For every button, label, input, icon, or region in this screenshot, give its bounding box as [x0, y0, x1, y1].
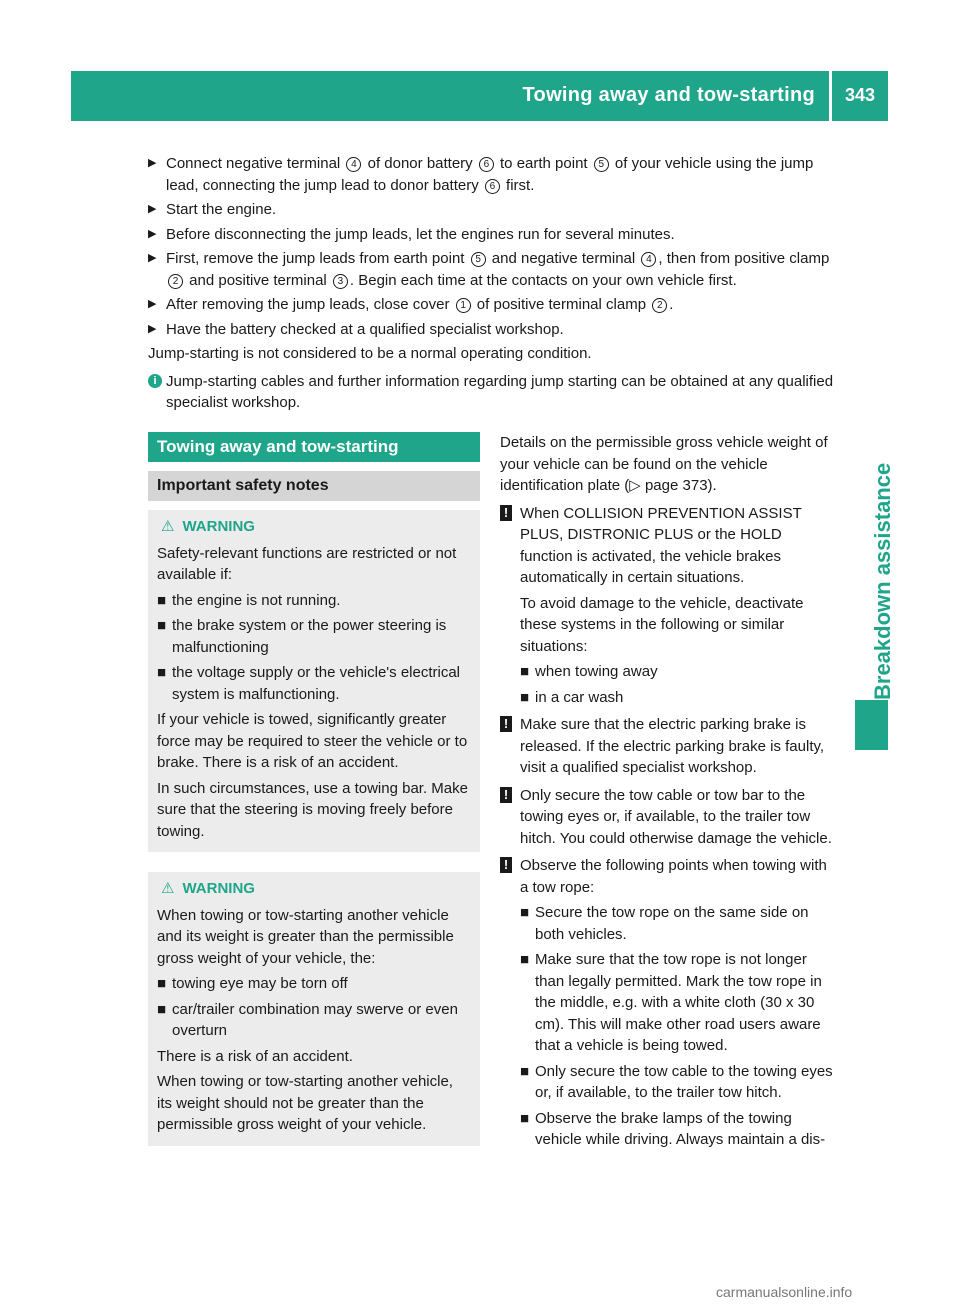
reference-number-icon: 4 — [641, 252, 656, 267]
list-item: ■ car/trailer combination may swerve or even overturn — [157, 1000, 458, 1039]
list-item: ■ in a car wash — [520, 688, 624, 706]
note-text: To avoid damage to the vehicle, deactivate these systems in the following or similar situations: — [520, 594, 804, 655]
warning-label: WARNING — [182, 518, 255, 535]
warning-icon: ⚠ — [161, 880, 175, 897]
step-item: ▶ After removing the jump leads, close cover 1 of positive terminal clamp 2 . — [148, 294, 838, 316]
note-text: When COLLISION PREVENTION ASSIST PLUS, DISTRONIC PLUS or the HOLD function is activated, the vehicle brakes automatically in certain situations. — [520, 504, 802, 586]
header-title: Towing away and tow-starting — [522, 84, 815, 107]
step-arrow-icon: ▶ — [148, 227, 157, 240]
page-header — [71, 71, 888, 121]
caution-icon: ! — [500, 787, 512, 803]
step-item: ▶ Before disconnecting the jump leads, let the engines run for several minutes. — [148, 224, 838, 246]
footer-watermark: carmanualsonline.info — [716, 1284, 853, 1300]
step-arrow-icon: ▶ — [148, 203, 157, 215]
caution-icon: ! — [500, 716, 512, 732]
jump-start-note: Jump-starting is not considered to be a normal operating condition. — [148, 345, 592, 362]
list-item: ■ towing eye may be torn off — [157, 975, 348, 992]
step-arrow-icon: ▶ — [148, 157, 157, 169]
caution-note-1 — [500, 503, 838, 709]
list-item: ■ Observe the brake lamps of the towing vehicle while driving. Always maintain a dis- — [520, 1109, 826, 1148]
warning-label: WARNING — [182, 880, 255, 897]
warning-icon: ⚠ — [161, 518, 175, 535]
warning-intro: When towing or tow-starting another vehicle and its weight is greater than the permissible gross weight of your vehicle, the: — [157, 906, 454, 967]
caution-note-2 — [500, 714, 838, 779]
info-note — [148, 371, 838, 414]
list-item: ■ the brake system or the power steering is malfunctioning — [157, 617, 447, 656]
note-text: Observe the following points when towing with a tow rope: — [520, 857, 827, 896]
reference-number-icon: 2 — [168, 274, 183, 289]
step-item: ▶ Connect negative terminal 4 of donor battery 6 to earth point 5 of your vehicle using the jump lead, connecting the jump lead to donor battery 6 first. — [148, 155, 814, 194]
step-arrow-icon: ▶ — [148, 298, 157, 310]
warning-paragraph: If your vehicle is towed, significantly greater force may be required to steer the vehicle or to brake. There is a risk of an accident. — [157, 711, 468, 771]
step-arrow-icon: ▶ — [148, 322, 157, 335]
reference-number-icon: 1 — [456, 298, 471, 313]
reference-number-icon: 5 — [471, 252, 486, 267]
list-item: ■ the voltage supply or the vehicle's electrical system is malfunctioning. — [157, 664, 461, 703]
note-text: Make sure that the electric parking brake is released. If the electric parking brake is faulty, visit a qualified specialist workshop. — [520, 716, 825, 776]
warning-box-2 — [148, 872, 480, 1146]
reference-number-icon: 6 — [479, 157, 494, 172]
reference-number-icon: 2 — [652, 298, 667, 313]
right-column — [500, 432, 838, 1155]
side-tab-label: Breakdown assistance — [870, 462, 895, 700]
list-item: ■ the engine is not running. — [157, 591, 341, 609]
reference-number-icon: 3 — [333, 274, 348, 289]
warning-paragraph: When towing or tow-starting another vehicle, its weight should not be greater than the permissible gross weight of your vehicle. — [157, 1073, 453, 1133]
list-item: ■ when towing away — [520, 663, 658, 680]
list-item: ■ Only secure the tow cable to the towing eyes or, if available, to the trailer tow hitch. — [520, 1062, 833, 1101]
gross-weight-paragraph: Details on the permissible gross vehicle weight of your vehicle can be found on the vehicle identification plate (▷ page 373). — [500, 434, 828, 494]
step-item: ▶ First, remove the jump leads from earth point 5 and negative terminal 4 , then from positive clamp 2 and positive terminal 3 . Begin each time at the contacts on your own vehicle first. — [148, 250, 830, 289]
step-item: ▶ Have the battery checked at a qualified specialist workshop. — [148, 319, 838, 341]
warning-paragraph: There is a risk of an accident. — [157, 1047, 353, 1065]
warning-paragraph: In such circumstances, use a towing bar. Make sure that the steering is moving freely before towing. — [157, 779, 468, 840]
note-text: Only secure the tow cable or tow bar to the towing eyes or, if available, to the trailer tow hitch. You could otherwise damage the vehicle. — [520, 786, 832, 847]
warning-heading — [157, 878, 471, 900]
page-number: 343 — [844, 85, 876, 106]
warning-intro: Safety-relevant functions are restricted or not available if: — [157, 544, 457, 583]
warning-box-1 — [148, 510, 480, 852]
reference-number-icon: 5 — [594, 157, 609, 172]
caution-icon: ! — [500, 505, 512, 521]
step-item: ▶ Start the engine. — [148, 199, 838, 221]
caution-note-3 — [500, 785, 838, 850]
step-list — [148, 153, 838, 340]
caution-icon: ! — [500, 857, 512, 873]
step-arrow-icon: ▶ — [148, 252, 157, 264]
side-tab-marker — [855, 700, 888, 750]
caution-note-4 — [500, 855, 838, 1151]
reference-number-icon: 6 — [485, 179, 500, 194]
list-item: ■ Secure the tow rope on the same side on both vehicles. — [520, 904, 809, 943]
jump-start-steps — [148, 153, 838, 414]
page-reference[interactable]: page 373 — [644, 477, 708, 494]
warning-heading — [157, 516, 471, 538]
page-ref-arrow-icon: ▷ — [629, 477, 641, 494]
info-note-text: Jump-starting cables and further information regarding jump starting can be obtained at any qualified specialist workshop. — [166, 372, 834, 411]
reference-number-icon: 4 — [346, 157, 361, 172]
list-item: ■ Make sure that the tow rope is not longer than legally permitted. Mark the tow rope in the middle, e.g. with a white cloth (30 x 30 cm). This will make other road users aware that a vehicle is being towed. — [520, 951, 822, 1054]
left-column — [148, 432, 480, 1160]
subsection-title: Important safety notes — [148, 471, 480, 501]
info-icon: i — [148, 374, 162, 388]
section-title: Towing away and tow-starting — [148, 432, 480, 462]
